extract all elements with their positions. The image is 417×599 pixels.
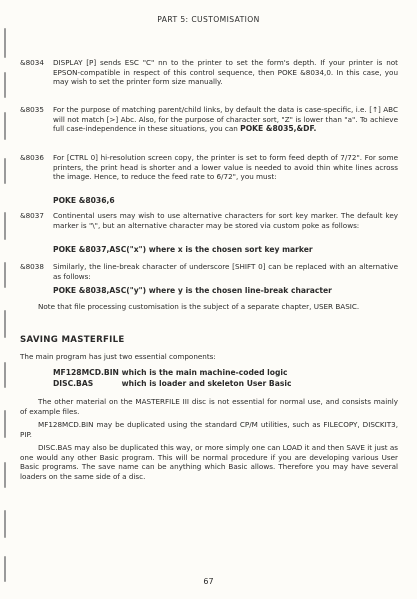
component-file: MF128MCD.BIN [53,368,119,377]
binding-hole-mark [4,462,6,488]
entry-code: &8036 [20,153,44,162]
binding-hole-mark [4,212,6,240]
note-paragraph: Note that file processing customisation is the subject of a separate chapter, USER BASIC. [38,302,360,311]
component-file: DISC.BAS [53,379,94,388]
entry-code: &8035 [20,105,44,114]
entry-text: DISPLAY [P] sends ESC "C" nn to the printer to set the form's depth. If your printer is not EPSON-compatible in respect of this control sequence, then POKE &8034,0. In this case, you may wish to set the printer form size manually. [53,58,398,87]
component-desc: which is the main machine-coded logic [121,368,288,377]
page-header: PART 5: CUSTOMISATION [157,15,260,24]
binding-hole-mark [4,510,6,538]
entry-text [53,105,398,134]
binding-hole-mark [4,362,6,388]
body-paragraph: DISC.BAS may also be duplicated this way, or more simply one can LOAD it and then SAVE it just as one would any other Basic program. This will be normal procedure if you are developing various User Basic programs. The save name can be anything which Basic allows. Therefore you may have several loaders on the same side of a disc. [20,443,398,481]
entry-text: For [CTRL 0] hi-resolution screen copy, the printer is set to form feed depth of 7/72". For some printers, the print head is shorter and a lower value is needed to avoid thin white lines across the image. Hence, to reduce the feed rate to 6/72", you must: [53,153,398,182]
intro-paragraph: The main program has just two essential components: [20,352,216,361]
component-desc: which is loader and skeleton User Basic [121,379,292,388]
page-number: 67 [203,577,214,586]
entry-code: &8037 [20,211,44,220]
entry-8037 [20,211,398,230]
entry-text: Similarly, the line-break character of underscore [SHIFT 0] can be replaced with an alternative as follows: [53,262,398,281]
entry-code: &8034 [20,58,44,67]
binding-hole-mark [4,28,6,58]
body-paragraph: MF128MCD.BIN may be duplicated using the standard CP/M utilities, such as FILECOPY, DISCKIT3, PIP. [20,420,398,439]
binding-hole-mark [4,410,6,438]
poke-command: POKE &8036,6 [53,196,115,205]
component-row [53,379,291,388]
section-heading: SAVING MASTERFILE [20,335,125,345]
binding-hole-mark [4,262,6,288]
binding-hole-mark [4,158,6,184]
entry-8034 [20,58,398,87]
binding-hole-mark [4,112,6,140]
poke-inline: POKE &8035,&DF. [240,124,317,134]
binding-hole-mark [4,310,6,338]
entry-code: &8038 [20,262,44,271]
entry-8036 [20,153,398,182]
entry-text-body: For the purpose of matching parent/child links, by default the data is case-specific, i.e. [↑] ABC will not match [>] Abc. Also, for the purpose of character sort, "Z" is lower than "a". To achieve full case-independence in these situations, you can [53,105,398,134]
poke-command: POKE &8037,ASC("x") where x is the chosen sort key marker [53,245,313,254]
binding-hole-mark [4,72,6,98]
entry-8035 [20,105,398,134]
body-paragraph: The other material on the MASTERFILE III disc is not essential for normal use, and consists mainly of example files. [20,397,398,416]
entry-text: Continental users may wish to use alternative characters for sort key marker. The default key marker is "\", but an alternative character may be stored via custom poke as follows: [53,211,398,230]
poke-command: POKE &8038,ASC("y") where y is the chosen line-break character [53,286,332,295]
component-row [53,368,288,377]
entry-8038 [20,262,398,281]
